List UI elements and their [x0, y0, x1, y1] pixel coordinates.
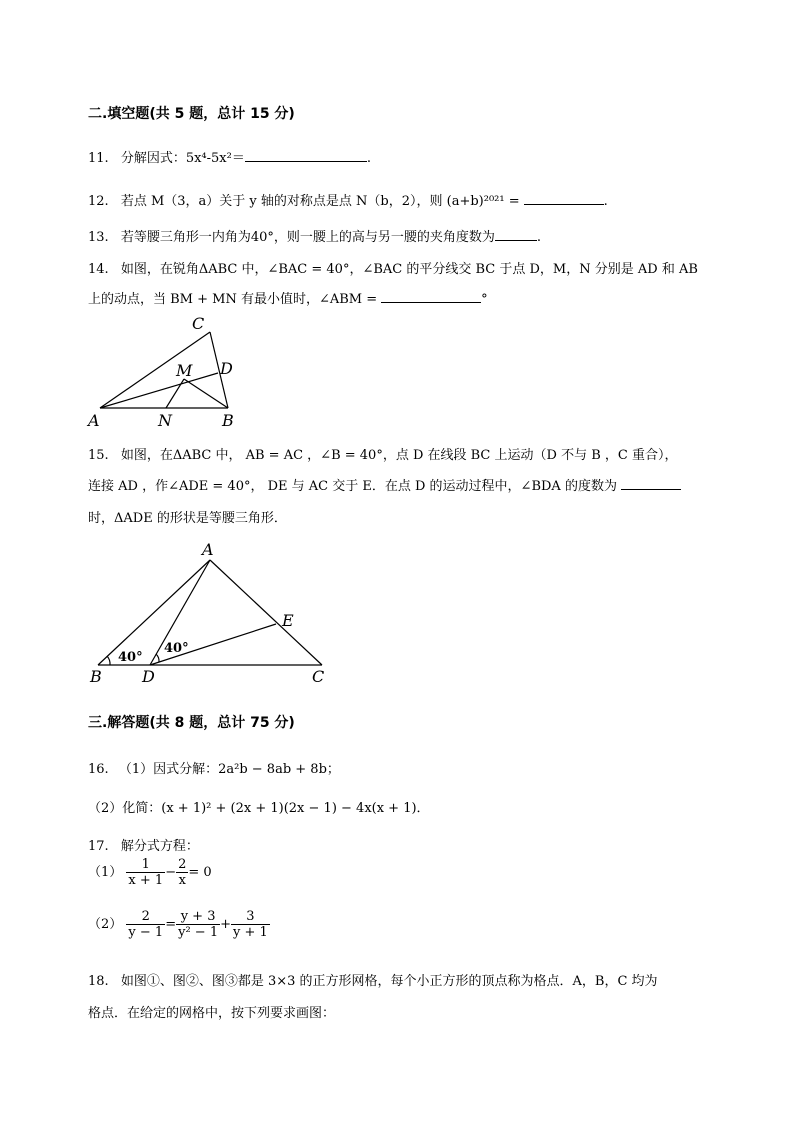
question-text: 连接 AD ，作∠ADE = 40°， DE 与 AC 交于 E．在点 D 的运动过程中，∠BDA 的度数为 — [88, 479, 617, 494]
section-title: 三.解答题(共 8 题，总计 75 分) — [88, 715, 295, 731]
period: . — [603, 194, 608, 209]
question-text: 如图①、图②、图③都是 3×3 的正方形网格，每个小正方形的顶点称为格点．A，B，C 均为 — [120, 974, 658, 989]
question-17-title — [88, 835, 199, 854]
question-15-line-1 — [88, 444, 677, 463]
numerator: 1 — [126, 857, 165, 873]
question-14-line-1 — [88, 258, 698, 277]
angle-arc-b — [107, 656, 110, 665]
numerator: 3 — [231, 909, 270, 925]
angle-label-b: 40° — [118, 650, 143, 665]
question-11 — [88, 147, 371, 166]
question-number: 16. — [88, 762, 109, 777]
question-18-line-1 — [88, 970, 658, 989]
fraction — [176, 857, 188, 888]
question-number: 17. — [88, 839, 109, 854]
answer-blank — [381, 288, 481, 303]
answer-blank — [621, 475, 681, 490]
question-13 — [88, 226, 541, 245]
question-18-line-2 — [88, 1002, 335, 1021]
segment-mn — [166, 379, 184, 408]
label-c: C — [192, 314, 205, 333]
fraction — [126, 857, 165, 888]
question-number: 12. — [88, 194, 109, 209]
question-number: 15. — [88, 448, 109, 463]
answer-blank — [495, 226, 537, 241]
figure-14 — [86, 312, 246, 430]
denominator: y² − 1 — [178, 925, 219, 940]
question-text: 分解因式：5x⁴-5x²＝ — [120, 151, 245, 166]
degree-sign: ° — [481, 292, 488, 307]
fraction — [126, 909, 165, 940]
question-text: 格点．在给定的网格中，按下列要求画图： — [88, 1006, 336, 1021]
figure-15 — [86, 540, 336, 686]
part-label: （2） — [88, 917, 123, 932]
denominator: x + 1 — [128, 873, 164, 888]
answer-blank — [245, 147, 367, 162]
question-text: 如图，在ΔABC 中， AB = AC ，∠B = 40°，点 D 在线段 BC 上运动（D 不与 B ，C 重合）， — [120, 448, 678, 463]
denominator: y + 1 — [233, 925, 268, 940]
question-text: 时，ΔADE 的形状是等腰三角形． — [88, 511, 287, 526]
denominator: x — [178, 873, 186, 888]
question-number: 18. — [88, 974, 109, 989]
operator: = — [165, 917, 177, 932]
question-16-part-1 — [88, 758, 340, 777]
question-text: 解分式方程： — [120, 839, 199, 854]
operator: − — [165, 865, 177, 880]
label-b: B — [90, 667, 102, 686]
label-a: A — [202, 540, 214, 559]
period: . — [536, 230, 542, 245]
label-m: M — [176, 361, 193, 380]
rhs: = 0 — [188, 865, 212, 880]
part-label: （1） — [88, 865, 123, 880]
question-14-line-2 — [88, 288, 488, 307]
fraction — [176, 909, 220, 940]
numerator: 2 — [178, 857, 187, 872]
question-number: 13. — [88, 230, 109, 245]
question-number: 14. — [88, 262, 109, 277]
period: . — [366, 151, 371, 166]
question-text: （1）因式分解：2a²b − 8ab + 8b； — [118, 762, 340, 777]
answer-blank — [524, 190, 604, 205]
question-15-line-2 — [88, 475, 681, 494]
question-17-part-2 — [88, 909, 270, 940]
question-text: 若点 M（3，a）关于 y 轴的对称点是点 N（b，2），则 (a+b)²⁰²¹ = — [120, 194, 520, 209]
section-title: 二.填空题(共 5 题，总计 15 分) — [88, 106, 295, 122]
label-c: C — [312, 667, 325, 686]
label-d: D — [220, 359, 233, 378]
question-number: 11. — [88, 151, 109, 166]
question-16-part-2 — [88, 797, 430, 816]
question-17-part-1 — [88, 857, 212, 888]
segment-ac — [100, 332, 210, 408]
question-text: 若等腰三角形一内角为40°，则一腰上的高与另一腰的夹角度数为 — [120, 230, 495, 245]
segment-ad — [100, 373, 218, 408]
segment-bm — [184, 379, 228, 408]
segment-ac — [210, 560, 322, 665]
label-d: D — [142, 667, 155, 686]
numerator: y + 3 — [176, 909, 220, 925]
question-text: 上的动点，当 BM + MN 有最小值时，∠ABM = — [88, 292, 378, 307]
angle-arc-d — [156, 654, 159, 662]
question-text: （2）化简：(x + 1)² + (2x + 1)(2x − 1) − 4x(x + 1)． — [88, 801, 430, 816]
label-n: N — [158, 411, 172, 430]
label-e: E — [282, 611, 294, 630]
angle-label-d: 40° — [164, 641, 189, 656]
denominator: y − 1 — [128, 925, 164, 940]
label-a: A — [88, 411, 100, 430]
label-b: B — [222, 411, 234, 430]
question-12 — [88, 190, 608, 209]
segment-ab — [98, 560, 210, 665]
question-text: 如图，在锐角ΔABC 中，∠BAC = 40°，∠BAC 的平分线交 BC 于点 D，M，N 分别是 AD 和 AB — [120, 262, 698, 277]
question-15-line-3 — [88, 507, 287, 526]
fraction — [231, 909, 270, 940]
numerator: 2 — [126, 909, 165, 925]
operator: + — [220, 917, 231, 932]
